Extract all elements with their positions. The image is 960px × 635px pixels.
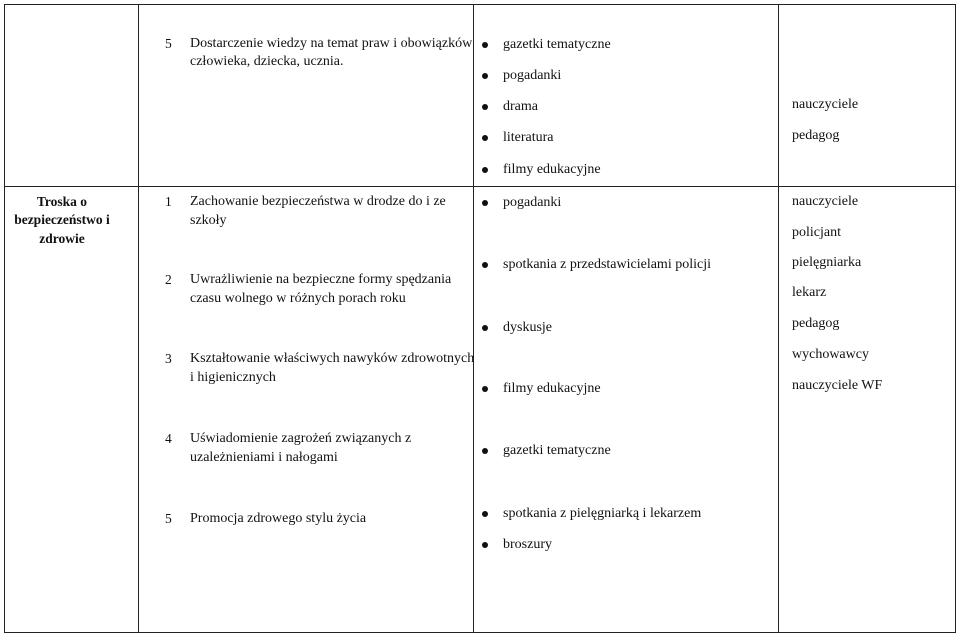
method-item: filmy edukacyjne (503, 162, 601, 177)
responsible-item: wychowawcy (792, 347, 869, 362)
table-border-top (4, 4, 956, 5)
responsible-item: nauczyciele (792, 97, 859, 112)
method-item: pogadanki (503, 195, 562, 210)
method-item: gazetki tematyczne (503, 37, 611, 52)
goal-text-line: szkoły (190, 213, 227, 228)
method-item: drama (503, 99, 538, 114)
bullet-icon (482, 448, 488, 454)
category-label: zdrowie (39, 231, 85, 246)
bullet-icon (482, 511, 488, 517)
goal-number: 3 (165, 351, 172, 366)
responsible-item: pedagog (792, 128, 840, 143)
goal-number: 5 (165, 36, 172, 51)
category-label: Troska o (36, 194, 88, 209)
responsible-item: nauczyciele (792, 194, 859, 209)
bullet-icon (482, 200, 488, 206)
table-border-bottom (4, 632, 956, 633)
bullet-icon (482, 135, 488, 141)
responsible-item: policjant (792, 225, 841, 240)
goal-number: 4 (165, 431, 172, 446)
goal-text-line: i higienicznych (190, 370, 276, 385)
goal-text-line: czasu wolnego w różnych porach roku (190, 291, 406, 306)
method-item: dyskusje (503, 320, 552, 335)
goal-text-line: człowieka, dziecka, ucznia. (190, 54, 344, 69)
column-divider-1 (138, 4, 139, 632)
responsible-item: nauczyciele WF (792, 378, 883, 393)
goal-number: 2 (165, 272, 172, 287)
responsible-item: pielęgniarka (792, 255, 862, 270)
responsible-item: pedagog (792, 316, 840, 331)
method-item: spotkania z przedstawicielami policji (503, 257, 711, 272)
responsible-item: lekarz (792, 285, 827, 300)
column-divider-3 (778, 4, 779, 632)
method-item: gazetki tematyczne (503, 443, 611, 458)
goal-text-line: Kształtowanie właściwych nawyków zdrowotnych (190, 351, 475, 366)
bullet-icon (482, 73, 488, 79)
bullet-icon (482, 262, 488, 268)
method-item: filmy edukacyjne (503, 381, 601, 396)
goal-text-line: Uświadomienie zagrożeń związanych z (190, 431, 412, 446)
method-item: spotkania z pielęgniarką i lekarzem (503, 506, 702, 521)
goal-text-line: uzależnieniami i nałogami (190, 450, 338, 465)
bullet-icon (482, 167, 488, 173)
method-item: pogadanki (503, 68, 562, 83)
goal-text-line: Promocja zdrowego stylu życia (190, 511, 367, 526)
goal-text-line: Uwrażliwienie na bezpieczne formy spędzania (190, 272, 452, 287)
method-item: broszury (503, 537, 552, 552)
bullet-icon (482, 542, 488, 548)
method-item: literatura (503, 130, 554, 145)
table-border-left (4, 4, 5, 632)
category-label: bezpieczeństwo i (14, 212, 110, 227)
bullet-icon (482, 325, 488, 331)
column-divider-2 (473, 4, 474, 632)
table-border-right (955, 4, 956, 632)
row-divider (4, 186, 956, 187)
bullet-icon (482, 42, 488, 48)
goal-text-line: Zachowanie bezpieczeństwa w drodze do i ze (190, 194, 446, 209)
bullet-icon (482, 386, 488, 392)
goal-number: 1 (165, 194, 172, 209)
goal-text-line: Dostarczenie wiedzy na temat praw i obowiązków (190, 36, 473, 51)
goal-number: 5 (165, 511, 172, 526)
bullet-icon (482, 104, 488, 110)
